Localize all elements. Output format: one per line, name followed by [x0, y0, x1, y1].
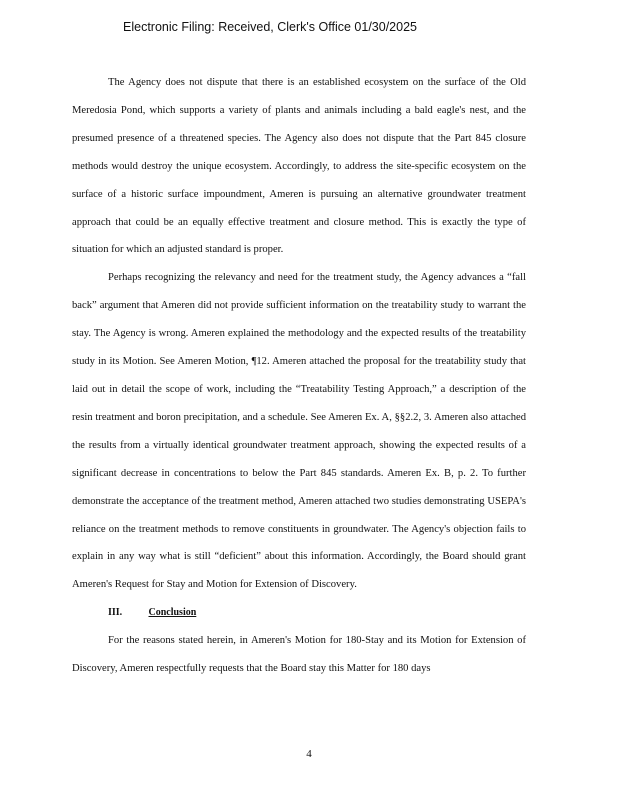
filing-stamp: Electronic Filing: Received, Clerk's Office 01/30/2025: [123, 20, 417, 34]
paragraph-treatability-study: Perhaps recognizing the relevancy and need for the treatment study, the Agency advances a “fall back” argument that Ameren did not provide sufficient information on the treatability study to warrant the stay. The Agency is wrong. Ameren explained the methodology and the expected results of the treatability study in its Motion. See Ameren Motion, ¶12. Ameren attached the proposal for the treatability study that laid out in detail the scope of work, including the “Treatability Testing Approach,” a description of the resin treatment and boron precipitation, and a schedule. See Ameren Ex. A, §§2.2, 3. Ameren also attached the results from a virtually identical groundwater treatment approach, showing the expected results of a significant decrease in concentrations to below the Part 845 standards. Ameren Ex. B, p. 2. To further demonstrate the acceptance of the treatment method, Ameren attached two studies demonstrating USEPA's reliance on the treatment methods to remove constituents in groundwater. The Agency's objection fails to explain in any way what is still “deficient” about this information. Accordingly, the Board should grant Ameren's Request for Stay and Motion for Extension of Discovery.: [72, 272, 526, 591]
section-title: Conclusion: [148, 607, 197, 619]
section-heading: [72, 599, 526, 627]
section-number: III.: [108, 607, 123, 619]
paragraph-ecosystem: The Agency does not dispute that there is an established ecosystem on the surface of the Old Meredosia Pond, which supports a variety of plants and animals including a bald eagle's nest, and the presumed presence of a threatened species. The Agency also does not dispute that the Part 845 closure methods would destroy the unique ecosystem. Accordingly, to address the site-specific ecosystem on the surface of a historic surface impoundment, Ameren is pursuing an alternative groundwater treatment approach that could be an equally effective treatment and closure method. This is exactly the type of situation for which an adjusted standard is proper.: [72, 77, 526, 256]
paragraph-conclusion: For the reasons stated herein, in Ameren's Motion for 180-Stay and its Motion for Extension of Discovery, Ameren respectfully requests that the Board stay this Matter for 180 days: [72, 635, 526, 675]
document-body: [72, 69, 526, 683]
page-number: 4: [306, 748, 312, 760]
